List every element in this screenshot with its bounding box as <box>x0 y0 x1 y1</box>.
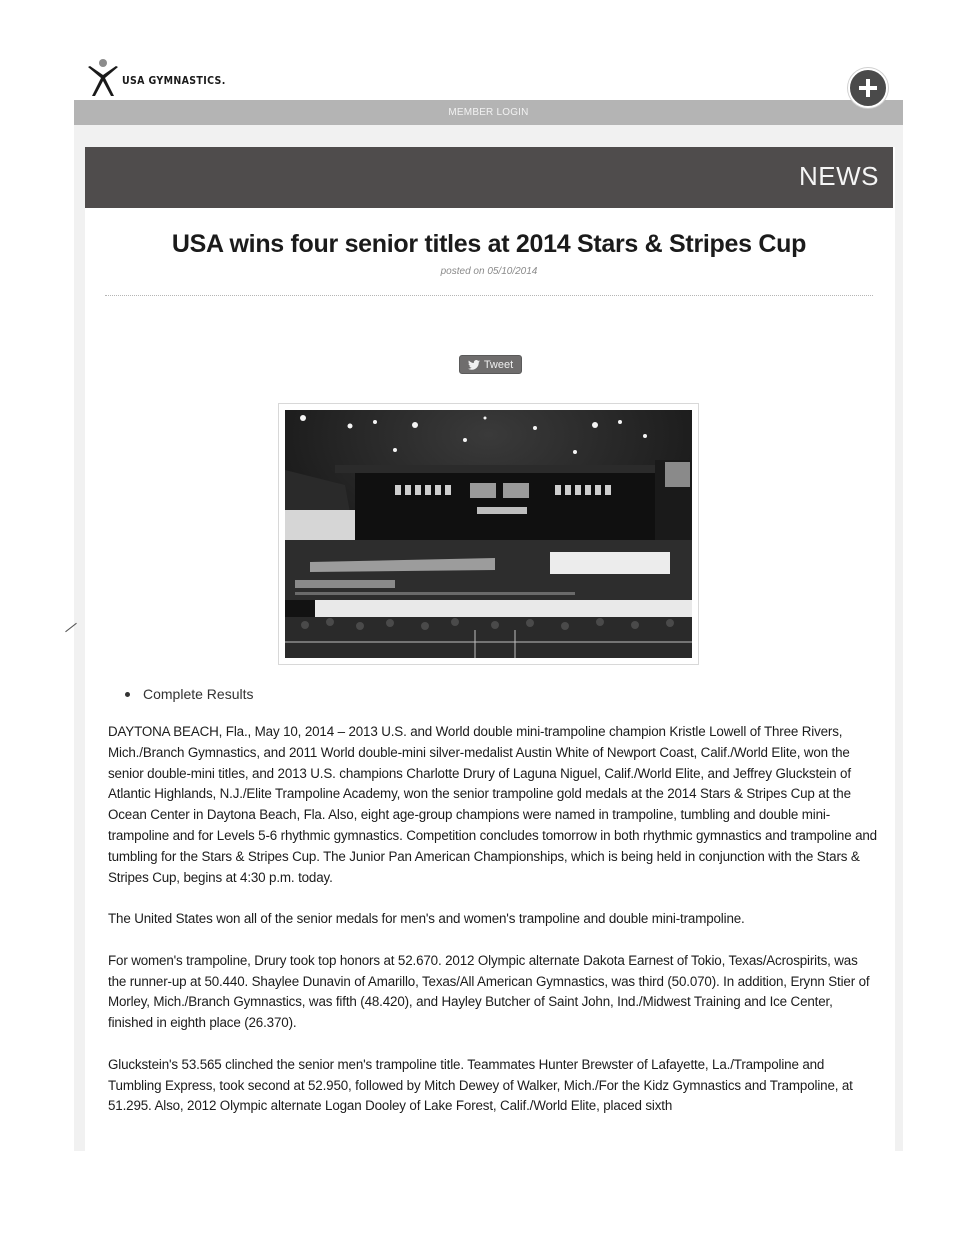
article-paragraph: For women's trampoline, Drury took top honors at 52.670. 2012 Olympic alternate Dakota Earnest of Tokio, Texas/Acrospirits, was the runner-up at 50.440. Shaylee Dunavin of Amarillo, Texas/All American Gymnastics, was third (50.070). In addition, Erynn Stier of Morley, Mich./Branch Gymnastics, was fifth (48.420), and Hayley Butcher of Saint John, Ind./Midwest Training and Ice Center, finished in eighth place (26.370). <box>108 952 870 1031</box>
article-body <box>108 722 878 1138</box>
article-title: USA wins four senior titles at 2014 Stars & Stripes Cup <box>171 230 807 258</box>
article-panel <box>85 147 895 1151</box>
news-section-banner <box>85 147 893 208</box>
results-links <box>125 686 254 702</box>
twitter-bird-icon <box>468 360 480 370</box>
article-photo-frame <box>278 403 699 665</box>
plus-icon <box>856 76 880 100</box>
posted-date: posted on 05/10/2014 <box>440 266 538 277</box>
gymnast-figure-icon <box>86 58 120 98</box>
expand-menu-button[interactable] <box>848 68 888 108</box>
tweet-button[interactable] <box>459 355 522 374</box>
member-login-link[interactable]: MEMBER LOGIN <box>448 107 529 118</box>
member-login-bar <box>74 100 903 125</box>
title-divider <box>105 295 873 296</box>
section-title: NEWS <box>799 161 879 191</box>
article-paragraph: DAYTONA BEACH, Fla., May 10, 2014 – 2013 U.S. and World double mini-trampoline champion Kristle Lowell of Three Rivers, Mich./Branch Gymnastics, and 2011 World double-mini silver-medalist Austin White of Newport Coast, Calif./World Elite, won the senior double-mini titles, and 2013 U.S. champions Charlotte Drury of Laguna Niguel, Calif./World Elite, and Jeffrey Gluckstein of Atlantic Highlands, N.J./Elite Trampoline Academy, won the senior trampoline gold medals at the 2014 Stars & Stripes Cup at the Ocean Center in Daytona Beach, Fla. Also, eight age-group champions were named in trampoline, tumbling and double mini-trampoline and for Levels 5-6 rhythmic gymnastics. Competition concludes tomorrow in both rhythmic gymnastics and trampoline and tumbling for the Stars & Stripes Cup. The Junior Pan American Championships, which is being held in conjunction with the Stars & Stripes Cup, begins at 4:30 p.m. today. <box>108 724 877 885</box>
article-paragraph: The United States won all of the senior medals for men's and women's trampoline and double mini-trampoline. <box>108 911 745 927</box>
tweet-label: Tweet <box>483 358 514 371</box>
usa-gymnastics-logo[interactable] <box>86 58 243 98</box>
article-paragraph: Gluckstein's 53.565 clinched the senior men's trampoline title. Teammates Hunter Brewster of Lafayette, La./Trampoline and Tumbling Express, took second at 52.950, followed by Mitch Dewey of Walker, Mich./For the Kidz Gymnastics and Trampoline, at 51.295. Also, 2012 Olympic alternate Logan Dooley of Lake Forest, Calif./World Elite, placed sixth <box>108 1056 853 1114</box>
list-item <box>125 686 254 702</box>
arena-photo <box>285 410 692 658</box>
logo-text: USA GYMNASTICS. <box>122 74 226 87</box>
complete-results-link[interactable]: Complete Results <box>143 686 254 702</box>
